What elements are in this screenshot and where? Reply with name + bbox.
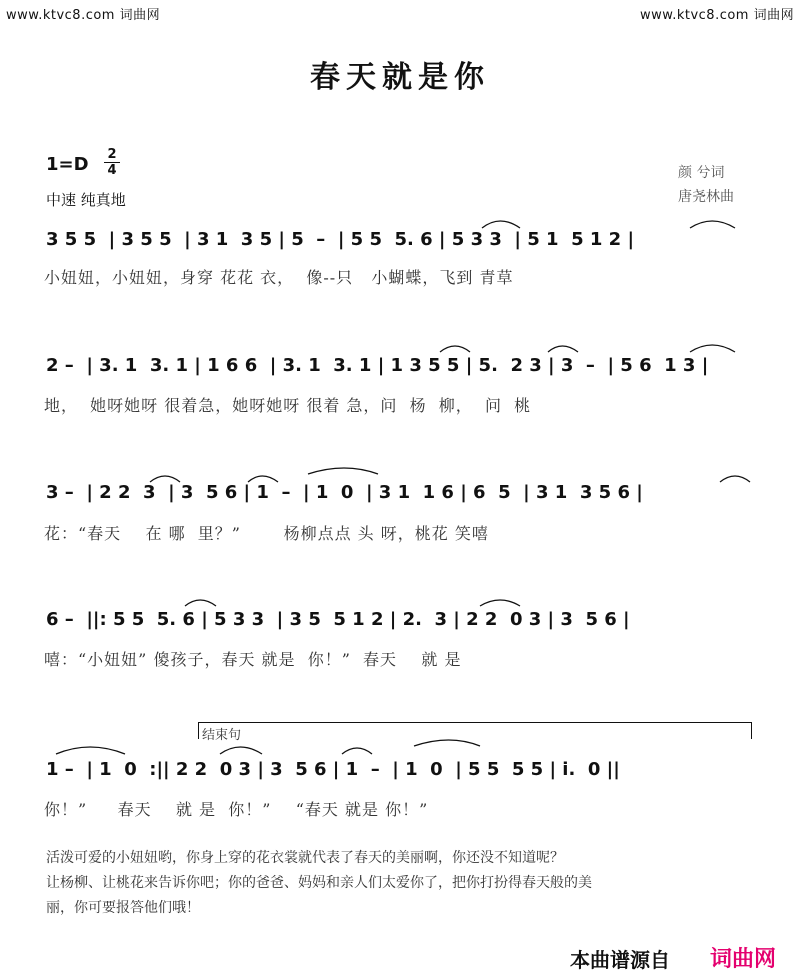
footer-site-logo: 词曲网 <box>710 947 777 972</box>
lyrics-line-4: 嘻：“小妞妞” 傻孩子，春天 就是 你！” 春天 就 是 <box>44 650 462 669</box>
lyricist-credit: 颜 兮词 <box>678 165 725 181</box>
song-title: 春天就是你 <box>310 60 490 95</box>
key-signature: 1=D <box>46 154 89 175</box>
header-watermark-right: www.ktvc8.com 词曲网 <box>640 8 795 23</box>
lyrics-line-3: 花：“春天 在 哪 里？” 杨柳点点 头 呀，桃花 笑嘻 <box>44 524 489 543</box>
note-line-1: 活泼可爱的小妞妞哟，你身上穿的花衣裳就代表了春天的美丽啊，你还没不知道呢？ <box>46 850 564 866</box>
note-line-2: 让杨柳、让桃花来告诉你吧；你的爸爸、妈妈和亲人们太爱你了，把你打扮得春天般的美 <box>46 875 592 891</box>
notation-system-1: 3 5 5 | 3 5 5 | 3 1 3 5 | 5 – | 5 5 5. 6 | 5 3 3 | 5 1 5 1 2 | <box>46 229 635 250</box>
notation-system-5: 1 – | 1 0 :|| 2 2 0 3 | 3 5 6 | 1 – | 1 0 | 5 5 5 5 | i. 0 || <box>46 759 620 780</box>
ending-label: 结束句 <box>202 728 242 743</box>
tempo-marking: 中速 纯真地 <box>46 191 126 209</box>
composer-credit: 唐尧林曲 <box>678 189 734 205</box>
lyrics-line-1: 小妞妞，小妞妞，身穿 花花 衣， 像--只 小蝴蝶，飞到 青草 <box>44 268 514 287</box>
lyrics-line-5: 你！” 春天 就 是 你！” “春天 就是 你！” <box>44 800 429 819</box>
lyrics-line-2: 地， 她呀她呀 很着急，她呀她呀 很着 急，问 杨 柳， 问 桃 <box>44 396 532 415</box>
notation-system-3: 3 – | 2 2 3 | 3 5 6 | 1 – | 1 0 | 3 1 1 6 | 6 5 | 3 1 3 5 6 | <box>46 482 643 503</box>
time-signature-top: 2 <box>107 147 117 162</box>
note-line-3: 丽，你可要报答他们哦！ <box>46 900 200 916</box>
notation-system-4: 6 – ||: 5 5 5. 6 | 5 3 3 | 3 5 5 1 2 | 2. 3 | 2 2 0 3 | 3 5 6 | <box>46 609 630 630</box>
notation-system-2: 2 – | 3. 1 3. 1 | 1 6 6 | 3. 1 3. 1 | 1 3 5 5 | 5. 2 3 | 3 – | 5 6 1 3 | <box>46 355 709 376</box>
time-signature-bottom: 4 <box>107 163 117 178</box>
header-watermark-left: www.ktvc8.com 词曲网 <box>6 8 161 23</box>
footer-source: 本曲谱源自 <box>570 948 670 972</box>
